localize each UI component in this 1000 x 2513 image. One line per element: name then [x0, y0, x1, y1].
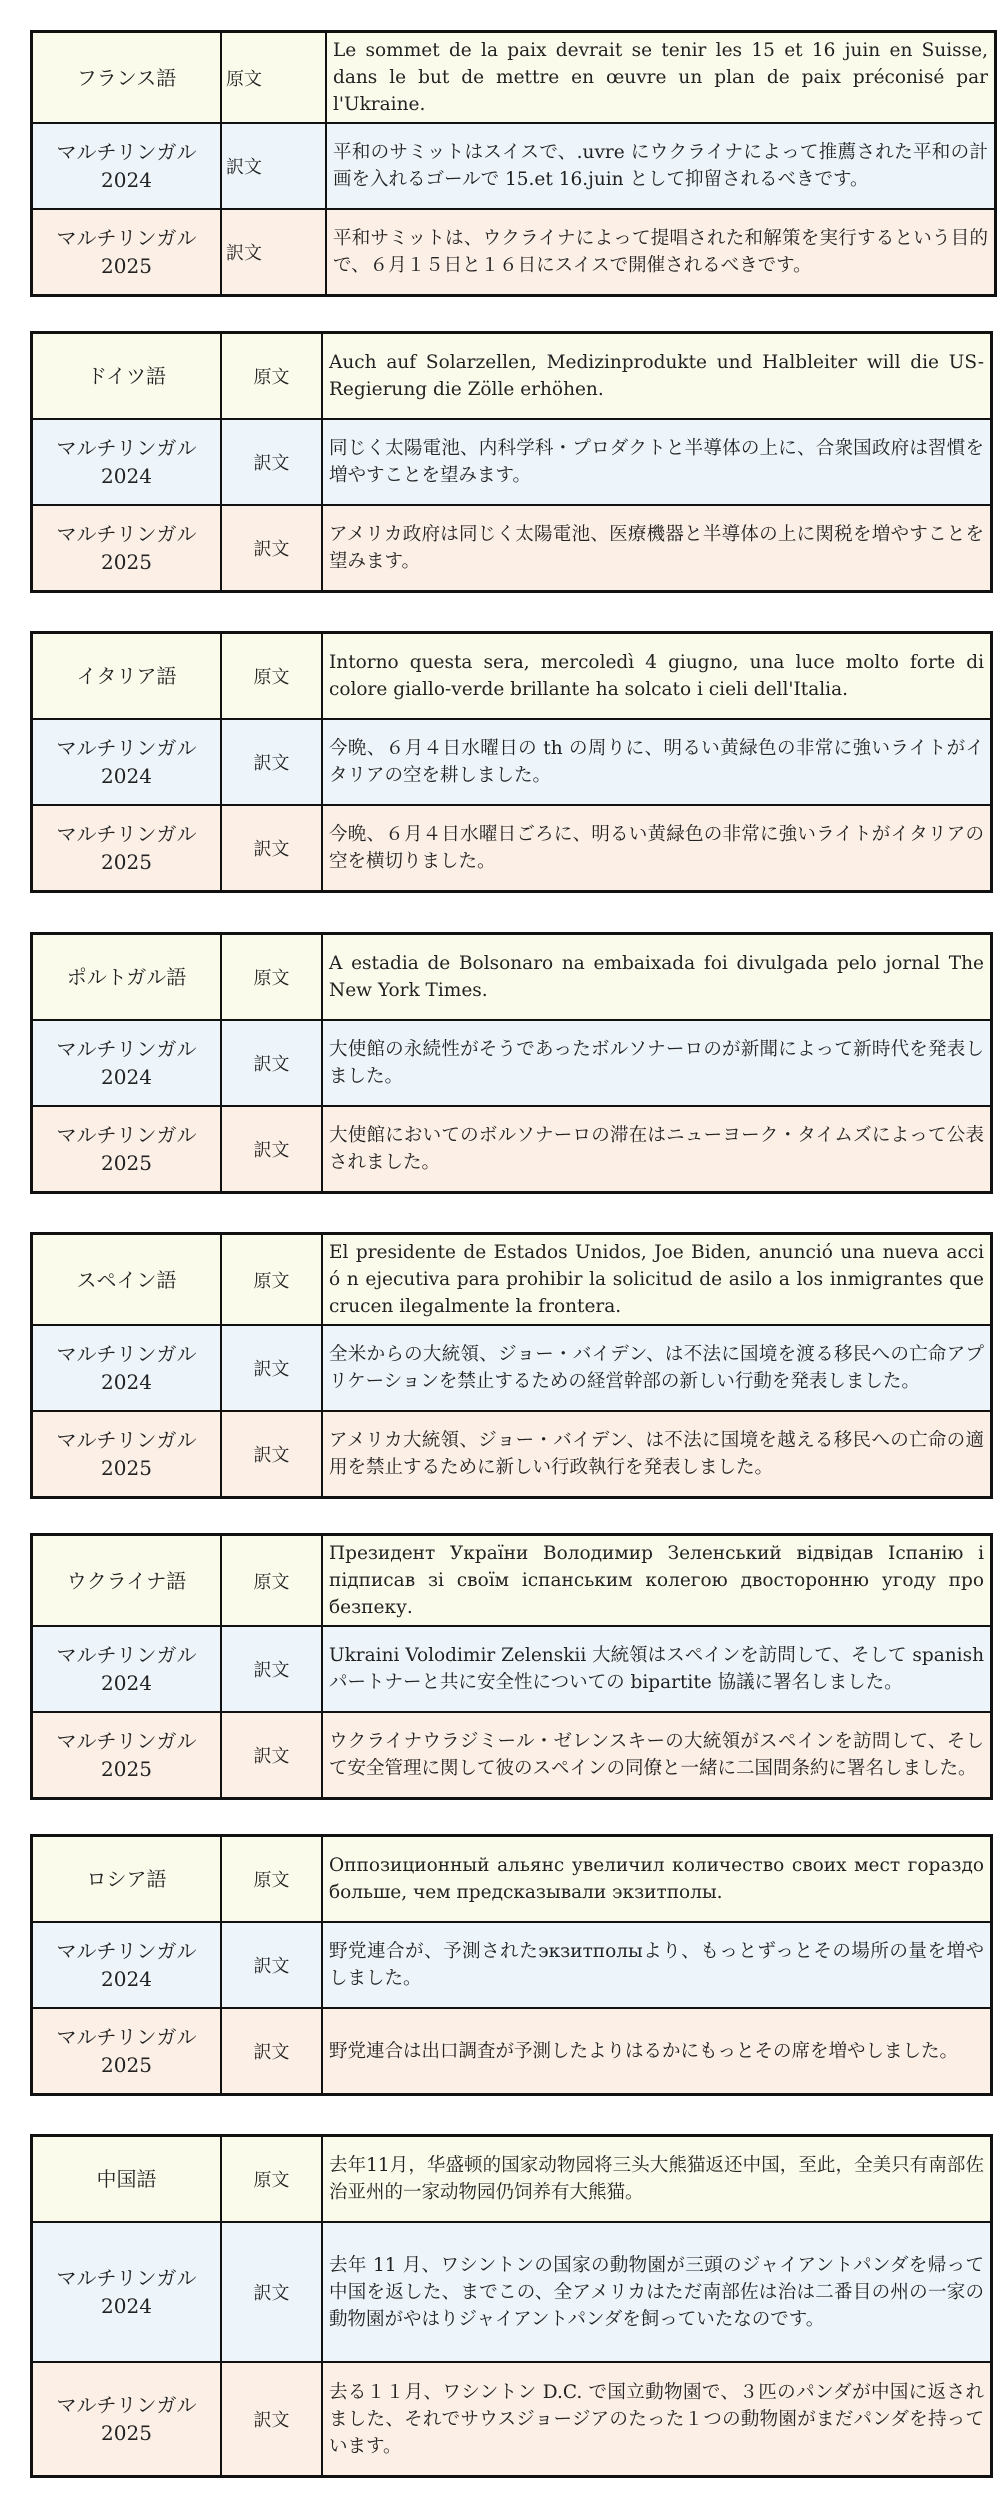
source-text: 去年11月，华盛顿的国家动物园将三头大熊猫返还中国，至此，全美只有南部佐治亚州的一家动物园仍饲养有大熊猫。	[322, 2136, 992, 2223]
source-label: 原文	[221, 32, 326, 124]
system-year: 2024	[101, 464, 152, 488]
system-name: マルチリンガル	[56, 1342, 197, 1366]
source-label: 原文	[221, 333, 322, 420]
translation-2024-text: 全米からの大統領、ジョー・バイデン、は不法に国境を渡る移民への亡命アプリケーションを禁止するための経営幹部の新しい行動を発表しました。	[322, 1325, 992, 1411]
translation-table-russian	[30, 1834, 993, 2096]
system-2024-cell	[32, 1922, 222, 2008]
system-2024-cell	[32, 123, 222, 209]
system-2025-cell	[32, 805, 222, 892]
translation-label: 訳文	[221, 1922, 322, 2008]
system-name: マルチリンガル	[56, 1428, 197, 1452]
language-cell: フランス語	[32, 32, 222, 124]
system-2024-cell	[32, 1626, 222, 1712]
translation-2024-text: 同じく太陽電池、内科学科・プロダクトと半導体の上に、合衆国政府は習慣を増やすことを望みます。	[322, 419, 992, 505]
translation-2024-text: 平和のサミットはスイスで、.uvre にウクライナによって推薦された平和の計画を入れるゴールで 15.et 16.juin として抑留されるべきです。	[326, 123, 996, 209]
translation-label: 訳文	[221, 719, 322, 805]
language-cell: イタリア語	[32, 633, 222, 720]
system-2024-cell	[32, 419, 222, 505]
translation-label: 訳文	[221, 1626, 322, 1712]
translation-2024-text: 今晩、６月４日水曜日の th の周りに、明るい黄緑色の非常に強いライトがイタリアの空を耕しました。	[322, 719, 992, 805]
system-year: 2024	[101, 1671, 152, 1695]
system-year: 2025	[101, 1151, 152, 1175]
translation-2024-text: Ukraini Volodimir Zelenskii 大統領はスペインを訪問して、そして spanish パートナーと共に安全性についての bipartite 協議に署名しました。	[322, 1626, 992, 1712]
translation-2024-text: 野党連合が、予測されたэкзитполыより、もっとずっとその場所の量を増やしました。	[322, 1922, 992, 2008]
translation-label: 訳文	[221, 805, 322, 892]
source-text: Intorno questa sera, mercoledì 4 giugno, una luce molto forte di colore giallo-verde brillante ha solcato i cieli dell'Italia.	[322, 633, 992, 720]
source-label: 原文	[221, 934, 322, 1021]
system-name: マルチリンガル	[56, 226, 197, 250]
source-label: 原文	[221, 2136, 322, 2223]
source-text: Le sommet de la paix devrait se tenir les 15 et 16 juin en Suisse, dans le but de mettre en œuvre un plan de paix préconisé par l'Ukraine.	[326, 32, 996, 124]
system-name: マルチリンガル	[56, 2393, 197, 2417]
system-year: 2025	[101, 2421, 152, 2445]
translation-label: 訳文	[221, 419, 322, 505]
system-name: マルチリンガル	[56, 1123, 197, 1147]
translation-label: 訳文	[221, 2222, 322, 2362]
system-year: 2024	[101, 764, 152, 788]
language-cell: ポルトガル語	[32, 934, 222, 1021]
system-2024-cell	[32, 1020, 222, 1106]
system-name: マルチリンガル	[56, 1729, 197, 1753]
language-cell: 中国語	[32, 2136, 222, 2223]
system-year: 2025	[101, 1456, 152, 1480]
system-year: 2024	[101, 1370, 152, 1394]
translation-label: 訳文	[221, 209, 326, 296]
source-text: Оппозиционный альянс увеличил количество своих мест гораздо больше, чем предсказывали экзитполы.	[322, 1836, 992, 1923]
translation-label: 訳文	[221, 123, 326, 209]
language-cell: ロシア語	[32, 1836, 222, 1923]
system-2025-cell	[32, 1106, 222, 1193]
system-name: マルチリンガル	[56, 1643, 197, 1667]
source-label: 原文	[221, 633, 322, 720]
source-label: 原文	[221, 1836, 322, 1923]
translation-2024-text: 去年 11 月、ワシントンの国家の動物園が三頭のジャイアントパンダを帰って中国を返した、までこの、全アメリカはただ南部佐は治は二番目の州の一家の動物園がやはりジャイアントパンダを飼っていたなのです。	[322, 2222, 992, 2362]
system-year: 2025	[101, 254, 152, 278]
language-cell: ドイツ語	[32, 333, 222, 420]
translation-label: 訳文	[221, 1411, 322, 1498]
translation-label: 訳文	[221, 2008, 322, 2095]
system-year: 2024	[101, 168, 152, 192]
translation-2025-text: ウクライナウラジミール・ゼレンスキーの大統領がスペインを訪問して、そして安全管理に関して彼のスペインの同僚と一緒に二国間条約に署名しました。	[322, 1712, 992, 1799]
system-name: マルチリンガル	[56, 436, 197, 460]
translation-label: 訳文	[221, 1325, 322, 1411]
translation-label: 訳文	[221, 1712, 322, 1799]
translation-2025-text: 平和サミットは、ウクライナによって提唱された和解策を実行するという目的で、６月１５日と１６日にスイスで開催されるべきです。	[326, 209, 996, 296]
translation-2025-text: アメリカ大統領、ジョー・バイデン、は不法に国境を越える移民への亡命の適用を禁止するために新しい行政執行を発表しました。	[322, 1411, 992, 1498]
source-text: A estadia de Bolsonaro na embaixada foi divulgada pelo jornal The New York Times.	[322, 934, 992, 1021]
translation-table-italian	[30, 631, 993, 893]
translation-label: 訳文	[221, 2362, 322, 2477]
translation-2025-text: 野党連合は出口調査が予測したよりはるかにもっとその席を増やしました。	[322, 2008, 992, 2095]
system-2025-cell	[32, 1411, 222, 1498]
system-2024-cell	[32, 2222, 222, 2362]
system-2024-cell	[32, 1325, 222, 1411]
system-year: 2024	[101, 1065, 152, 1089]
system-2025-cell	[32, 209, 222, 296]
translation-2025-text: 大使館においてのボルソナーロの滞在はニューヨーク・タイムズによって公表されました。	[322, 1106, 992, 1193]
translation-2025-text: 去る１１月、ワシントン D.C. で国立動物園で、３匹のパンダが中国に返されました、それでサウスジョージアのたった１つの動物園がまだパンダを持っています。	[322, 2362, 992, 2477]
system-year: 2025	[101, 1757, 152, 1781]
translation-2025-text: 今晩、６月４日水曜日ごろに、明るい黄緑色の非常に強いライトがイタリアの空を横切りました。	[322, 805, 992, 892]
translation-label: 訳文	[221, 1106, 322, 1193]
system-name: マルチリンガル	[56, 736, 197, 760]
system-2025-cell	[32, 505, 222, 592]
system-year: 2025	[101, 850, 152, 874]
system-name: マルチリンガル	[56, 822, 197, 846]
language-cell: スペイン語	[32, 1234, 222, 1326]
translation-label: 訳文	[221, 505, 322, 592]
translation-2025-text: アメリカ政府は同じく太陽電池、医療機器と半導体の上に関税を増やすことを望みます。	[322, 505, 992, 592]
system-2025-cell	[32, 2008, 222, 2095]
translation-table-spanish	[30, 1232, 993, 1499]
translation-table-chinese	[30, 2134, 993, 2478]
language-cell: ウクライナ語	[32, 1535, 222, 1627]
system-name: マルチリンガル	[56, 2266, 197, 2290]
source-label: 原文	[221, 1535, 322, 1627]
system-name: マルチリンガル	[56, 1037, 197, 1061]
translation-table-german	[30, 331, 993, 593]
source-text: El presidente de Estados Unidos, Joe Biden, anunció una nueva acci ó n ejecutiva para prohibir la solicitud de asilo a los inmigrantes que crucen ilegalmente la frontera.	[322, 1234, 992, 1326]
translation-table-portuguese	[30, 932, 993, 1194]
system-2024-cell	[32, 719, 222, 805]
translation-2024-text: 大使館の永続性がそうであったボルソナーロのが新聞によって新時代を発表しました。	[322, 1020, 992, 1106]
system-name: マルチリンガル	[56, 522, 197, 546]
source-label: 原文	[221, 1234, 322, 1326]
translation-table-french	[30, 30, 997, 297]
system-year: 2024	[101, 2294, 152, 2318]
system-2025-cell	[32, 2362, 222, 2477]
source-text: Президент України Володимир Зеленський відвідав Іспанію і підписав зі своїм іспанським колегою двосторонню угоду про безпеку.	[322, 1535, 992, 1627]
system-year: 2025	[101, 550, 152, 574]
system-year: 2025	[101, 2053, 152, 2077]
system-name: マルチリンガル	[56, 2025, 197, 2049]
translation-table-ukrainian	[30, 1533, 993, 1800]
system-name: マルチリンガル	[56, 140, 197, 164]
system-year: 2024	[101, 1967, 152, 1991]
source-text: Auch auf Solarzellen, Medizinprodukte und Halbleiter will die US-Regierung die Zölle erhöhen.	[322, 333, 992, 420]
translation-label: 訳文	[221, 1020, 322, 1106]
system-name: マルチリンガル	[56, 1939, 197, 1963]
system-2025-cell	[32, 1712, 222, 1799]
